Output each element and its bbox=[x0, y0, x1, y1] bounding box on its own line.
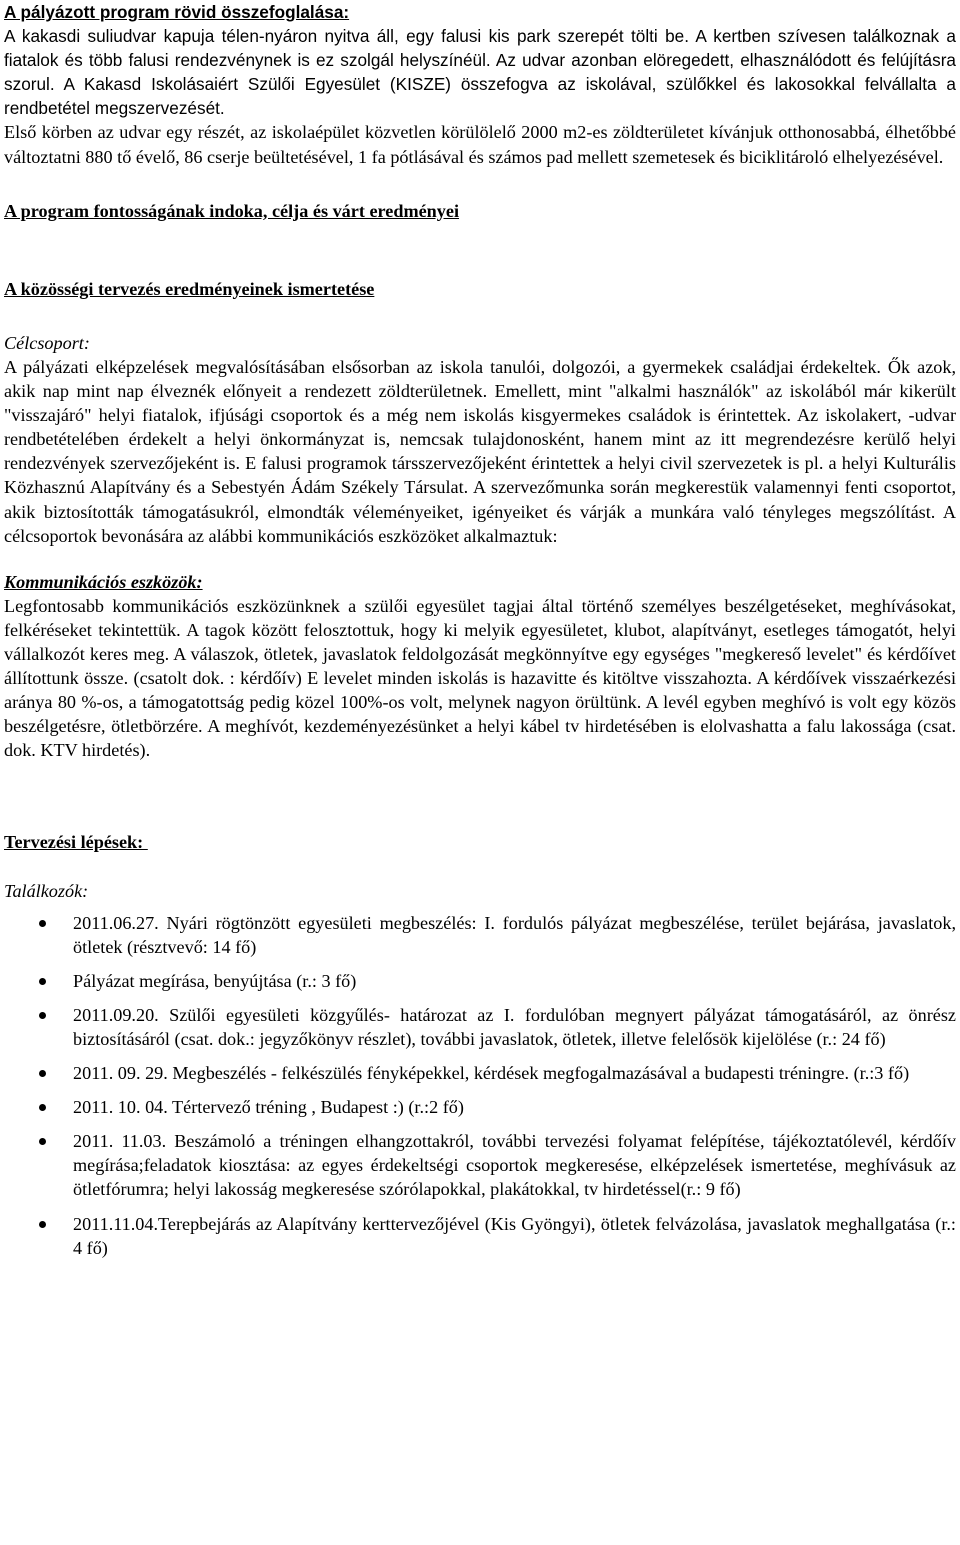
list-item bbox=[4, 1129, 956, 1201]
list-item bbox=[4, 1212, 956, 1260]
meeting-text: 2011.06.27. Nyári rögtönzött egyesületi megbeszélés: I. fordulós pályázat megbeszélése, terület bejárása, javaslatok, ötletek (résztvevő: 14 fő) bbox=[73, 912, 956, 957]
meetings-list bbox=[4, 911, 956, 1260]
bullet-icon bbox=[39, 1138, 46, 1145]
community-heading: A közösségi tervezés eredményeinek ismertetése bbox=[4, 278, 375, 299]
meetings-heading: Találkozók: bbox=[4, 880, 89, 901]
bullet-icon bbox=[39, 978, 46, 985]
list-item bbox=[4, 1061, 956, 1085]
summary-heading: A pályázott program rövid összefoglalása: bbox=[4, 2, 350, 22]
meeting-text: 2011. 09. 29. Megbeszélés - felkészülés fényképekkel, kérdések megfogalmazásával a budapesti tréningre. (r.:3 fő) bbox=[73, 1063, 910, 1084]
target-group-text: A pályázati elképzelések megvalósításában elsősorban az iskola tanulói, dolgozói, a gyermekek családjai érdekeltek. Ők azok, akik nap mint nap élveznék előnyeit a rendezett zöldterületnek. Emellett, mint "alkalmi használók" az iskolából már kikerült "visszajáró" helyi fiatalok, ifjúsági csoportok és a még nem iskolás kisgyermekes családok is érintettek. Az iskolakert, -udvar rendbetételében érdekelt a helyi önkormányzat is, nemcsak tulajdonosként, hanem mint az itt megrendezésre kerülő helyi rendezvények szervezőjeként is. E falusi programok társszervezőjeként érintettek a helyi civil szervezetek is pl. a helyi Kulturális Közhasznú Alapítvány és a Sebestyén Ádám Székely Társulat. A szervezőmunka során megkerestük valamennyi fenti csoportot, akik biztosították támogatásukról, elmondták véleményeiket, igényeiket és várják a munkára való tényleges megszólítást. A célcsoportok bevonására az alábbi kommunikációs eszközöket alkalmaztuk: bbox=[4, 356, 956, 546]
bullet-icon bbox=[39, 1012, 46, 1019]
summary-paragraph-2: Első körben az udvar egy részét, az iskolaépület közvetlen körülölelő 2000 m2-es zöldterületet kívánjuk otthonosabbá, élhetőbbé változtatni 880 tő évelő, 86 cserje beültetésével, 1 fa pótlásával és számos pad mellett szemetesek és biciklitároló elhelyezésével. bbox=[4, 122, 956, 167]
meeting-text: Pályázat megírása, benyújtása (r.: 3 fő) bbox=[73, 970, 357, 991]
planning-heading: Tervezési lépések: bbox=[4, 832, 148, 853]
importance-heading: A program fontosságának indoka, célja és várt eredményei bbox=[4, 200, 460, 221]
list-item bbox=[4, 969, 956, 993]
bullet-icon bbox=[39, 920, 46, 927]
list-item bbox=[4, 911, 956, 959]
meeting-text: 2011.09.20. Szülői egyesületi közgyűlés- határozat az I. fordulóban megnyert pályázat támogatásáról, az önrész biztosításáról (csat. dok.: jegyzőkönyv részlet), további javaslatok, ötletek, illetve felelősök kijelölése (r.: 24 fő) bbox=[73, 1004, 956, 1049]
meeting-text: 2011.11.04.Terepbejárás az Alapítvány kerttervezőjével (Kis Gyöngyi), ötletek felvázolása, javaslatok meghallgatása (r.: 4 fő) bbox=[73, 1213, 956, 1258]
list-item bbox=[4, 1095, 956, 1119]
target-group-heading: Célcsoport: bbox=[4, 332, 90, 353]
summary-paragraph-1: A kakasdi suliudvar kapuja télen-nyáron nyitva áll, egy falusi kis park szerepét tölti be. A kertben szívesen találkoznak a fiatalok és több falusi rendezvénynek is ez szolgál helyszínéül. Az udvar azonban elöregedett, elhasználódott és felújításra szorul. A Kakasd Iskolásaiért Szülői Egyesület (KISZE) összefogva az iskolával, szülőkkel és lakosokkal felvállalta a rendbetétel megszervezését. bbox=[4, 26, 956, 119]
communication-heading: Kommunikációs eszközök: bbox=[4, 571, 203, 592]
meeting-text: 2011. 10. 04. Tértervező tréning , Budapest :) (r.:2 fő) bbox=[73, 1097, 464, 1118]
list-item bbox=[4, 1003, 956, 1051]
bullet-icon bbox=[39, 1221, 46, 1228]
communication-text: Legfontosabb kommunikációs eszközünknek a szülői egyesület tagjai által történő személyes beszélgetéseket, meghívásokat, felkéréseket tekintettük. A tagok között felosztottuk, hogy ki melyik egyesületet, klubot, alapítványt, esetleges támogatót, helyi vállalkozót keres meg. A válaszok, ötletek, javaslatok feldolgozását megkönnyítve egy egységes "megkereső levelet" és kérdőívet állítottunk össze. (csatolt dok. : kérdőív) E levelet minden iskolás is hazavitte és kitöltve visszahozta. A kérdőívek visszaérkezési aránya 80 %-os, a támogatottság pedig közel 100%-os volt, melynek nagyon örültünk. A levél egyben meghívó is volt egy közös beszélgetésre, ötletbörzére. A meghívót, kezdeményezésünket a helyi kábel tv hirdetésében is elolvashatta a falu lakossága (csat. dok. KTV hirdetés). bbox=[4, 595, 956, 761]
bullet-icon bbox=[39, 1070, 46, 1077]
bullet-icon bbox=[39, 1104, 46, 1111]
meeting-text: 2011. 11.03. Beszámoló a tréningen elhangzottakról, további tervezési folyamat felépítése, tájékoztatólevél, kérdőív megírása;feladatok kiosztása: az egyes érdekeltségi csoportok megkeresése, elképzelések ismertetése, meghívásuk az ötletfórumra; helyi lakosság megkeresése szórólapokkal, plakátokkal, tv hirdetéssel(r.: 9 fő) bbox=[73, 1131, 956, 1200]
